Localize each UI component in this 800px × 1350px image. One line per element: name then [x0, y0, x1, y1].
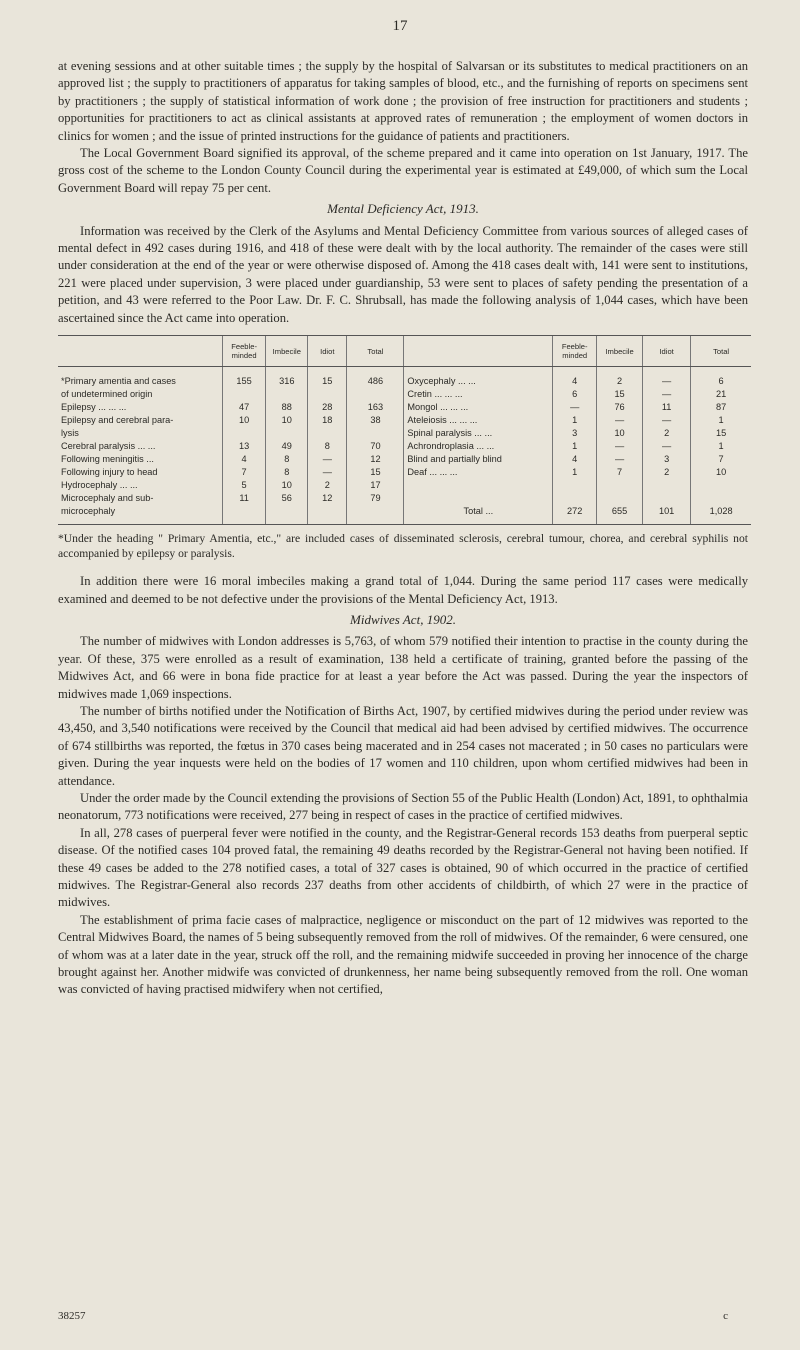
table-cell: 2: [308, 479, 347, 492]
row-label: Ateleiosis ... ... ...: [404, 414, 553, 427]
table-cell: 8: [308, 440, 347, 453]
table-cell: 79: [347, 492, 404, 505]
table-cell: 4: [553, 453, 597, 466]
print-code: 38257: [58, 1310, 86, 1322]
table-cell: [347, 388, 404, 401]
table-cell: 10: [597, 427, 643, 440]
table-cell: 6: [553, 388, 597, 401]
column-header: Feeble-minded: [553, 336, 597, 367]
section-heading-midwives: Midwives Act, 1902.: [350, 611, 456, 627]
table-cell: 4: [553, 367, 597, 389]
row-label: Achrondroplasia ... ...: [404, 440, 553, 453]
paragraph: The Local Government Board signified its approval, of the scheme prepared and it came into operation on 1st January, 1917. The gross cost of the scheme to the London County Council during the experimental year is estimated at £49,000, of which sum the Local Government Board will repay 75 per cent.: [58, 146, 748, 195]
table-cell: 7: [222, 466, 266, 479]
page-footer: [58, 1310, 748, 1322]
table-cell: [222, 388, 266, 401]
table-cell: —: [308, 453, 347, 466]
table-cell: 17: [347, 479, 404, 492]
table-cell: 2: [597, 367, 643, 389]
table-cell: 49: [266, 440, 308, 453]
table-cell: 2: [643, 427, 691, 440]
table-cell: 1: [691, 440, 751, 453]
table-cell: [691, 492, 751, 505]
table-cell: [222, 505, 266, 525]
table-cell: [597, 479, 643, 492]
column-header: Idiot: [643, 336, 691, 367]
table-cell: [643, 492, 691, 505]
table-cell: [308, 388, 347, 401]
table-row: [58, 505, 751, 525]
table-cell: [347, 505, 404, 525]
table-cell: 163: [347, 401, 404, 414]
table-cell: 11: [643, 401, 691, 414]
paragraph: In addition there were 16 moral imbeciles making a grand total of 1,044. During the same period 117 cases were medically examined and deemed to be not defective under the provisions of the Mental Deficiency Act, 1913.: [58, 574, 748, 606]
column-header: Idiot: [308, 336, 347, 367]
table-cell: 12: [347, 453, 404, 466]
table-cell: 316: [266, 367, 308, 389]
table-cell: 8: [266, 466, 308, 479]
table-cell: 3: [553, 427, 597, 440]
body-text: [58, 58, 748, 999]
table-cell: 76: [597, 401, 643, 414]
table-cell: 28: [308, 401, 347, 414]
table-cell: —: [553, 401, 597, 414]
row-label: *Primary amentia and cases: [61, 376, 176, 387]
table-cell: —: [597, 453, 643, 466]
row-label: Hydrocephaly ... ...: [61, 480, 138, 491]
section-heading-mental-deficiency: Mental Deficiency Act, 1913.: [327, 201, 479, 217]
table-cell: 70: [347, 440, 404, 453]
table-cell: 12: [308, 492, 347, 505]
table-cell: —: [308, 466, 347, 479]
table-cell: [266, 505, 308, 525]
table-footnote: *Under the heading " Primary Amentia, etc.," are included cases of disseminated sclerosis, cerebral tumour, chorea, and cerebral syphilis not accompanied by epilepsy or paralysis.: [58, 532, 748, 561]
paragraph: The number of births notified under the Notification of Births Act, 1907, by certified midwives during the period under review was 43,450, and 3,540 notifications were received by the Council that medical aid had been advised by certified midwives. The occurrence of 674 stillbirths was reported, the fœtus in 370 cases being macerated and in 254 cases not macerated ; in 50 cases no particulars were given. During the year inquests were held on the bodies of 17 women and 110 children, upon whom certified midwives had been in attendance.: [58, 703, 748, 788]
paragraph: at evening sessions and at other suitable times ; the supply by the hospital of Salvarsan or its substitutes to medical practitioners on an approved list ; the supply to practitioners of apparatus for taking samples of blood, etc., and the furnishing of reports on specimens sent by practitioners ; the supply of statistical information of work done ; the provision of free instruction for practitioners and students ; opportunities for practitioners to act as clinical assistants at approved rates of remuneration ; the employment of women doctors in clinics for women ; and the issue of printed instructions for the guidance of patients and practitioners.: [58, 59, 748, 143]
table-cell: [222, 427, 266, 440]
table-cell: 6: [691, 367, 751, 389]
table-cell: 101: [643, 505, 691, 525]
row-label: Microcephaly and sub-: [61, 493, 154, 504]
table-cell: 10: [691, 466, 751, 479]
table-row: [58, 414, 751, 427]
row-label: Epilepsy and cerebral para-: [61, 415, 174, 426]
table-cell: 1: [553, 440, 597, 453]
table-cell: 5: [222, 479, 266, 492]
paragraph: Under the order made by the Council extending the provisions of Section 55 of the Public Health (London) Act, 1891, to ophthalmia neonatorum, 773 notifications were received, 277 being in respect of cases in the practice of certified midwives.: [58, 790, 748, 823]
table-header-row: [58, 336, 751, 367]
table-cell: [597, 492, 643, 505]
table-cell: 1: [553, 466, 597, 479]
table-cell: 272: [553, 505, 597, 525]
table-cell: 15: [308, 367, 347, 389]
row-label: Following meningitis ...: [61, 454, 154, 465]
table-cell: 655: [597, 505, 643, 525]
table-cell: —: [643, 367, 691, 389]
table-cell: 18: [308, 414, 347, 427]
paragraph: In all, 278 cases of puerperal fever were notified in the county, and the Registrar-General records 153 deaths from puerperal septic disease. Of the notified cases 104 proved fatal, the remaining 49 deaths recorded by the Registrar-General not having been notified. If these 49 cases be added to the 278 notified cases, a total of 327 cases is obtained, 90 of which occurred in the practice of certified midwives. The Registrar-General also records 237 deaths from other accidents of childbirth, of which 27 were in the practice of midwives.: [58, 825, 748, 910]
table-cell: 15: [691, 427, 751, 440]
table-cell: 88: [266, 401, 308, 414]
row-label: [404, 492, 553, 505]
paragraph: The number of midwives with London addresses is 5,763, of whom 579 notified their intention to practise in the county during the year. Of these, 375 were enrolled as a result of examination, 138 held a certificate of training, granted before the passing of the Midwives Act, and 66 were in bona fide practice for at least a year before the Act was passed. During the year the inspectors of midwives made 1,069 inspections.: [58, 634, 748, 701]
table-row: [58, 492, 751, 505]
table-cell: 8: [266, 453, 308, 466]
table-cell: [347, 427, 404, 440]
row-label: Total ...: [404, 505, 553, 525]
table-cell: [308, 505, 347, 525]
table-cell: [266, 388, 308, 401]
table-cell: 15: [347, 466, 404, 479]
table-cell: 2: [643, 466, 691, 479]
table-cell: 21: [691, 388, 751, 401]
table-cell: 10: [266, 479, 308, 492]
table-cell: 4: [222, 453, 266, 466]
mental-deficiency-table: [58, 335, 751, 525]
table-cell: 38: [347, 414, 404, 427]
column-header: Feeble-minded: [222, 336, 266, 367]
table-cell: 1: [553, 414, 597, 427]
table-row: [58, 479, 751, 492]
table-cell: 3: [643, 453, 691, 466]
signature-mark: c: [723, 1310, 728, 1322]
row-label: Mongol ... ... ...: [404, 401, 553, 414]
table-cell: 7: [691, 453, 751, 466]
row-label: of undetermined origin: [61, 389, 153, 400]
row-label: Epilepsy ... ... ...: [61, 402, 127, 413]
row-label: Cerebral paralysis ... ...: [61, 441, 156, 452]
table-row: [58, 388, 751, 401]
row-label: microcephaly: [58, 505, 222, 525]
column-header: Total: [691, 336, 751, 367]
table-cell: 1,028: [691, 505, 751, 525]
row-label: Blind and partially blind: [404, 453, 553, 466]
table-cell: [553, 492, 597, 505]
table-cell: 7: [597, 466, 643, 479]
table-cell: —: [597, 440, 643, 453]
table-row: [58, 466, 751, 479]
page-number: 17: [392, 18, 408, 34]
row-label: Cretin ... ... ...: [404, 388, 553, 401]
table-cell: —: [643, 388, 691, 401]
table-cell: 87: [691, 401, 751, 414]
table-cell: 486: [347, 367, 404, 389]
table-cell: —: [597, 414, 643, 427]
table-row: [58, 453, 751, 466]
table-cell: 155: [222, 367, 266, 389]
table-cell: [691, 479, 751, 492]
row-label: Oxycephaly ... ...: [404, 367, 553, 389]
paragraph: Information was received by the Clerk of the Asylums and Mental Deficiency Committee from various sources of alleged cases of mental defect in 492 cases during 1916, and 418 of these were dealt with by the local authority. The remainder of the cases were still under consideration at the end of the year or were otherwise disposed of. Among the 418 cases dealt with, 141 were sent to institutions, 221 were placed under supervision, 3 were placed under guardianship, 53 were sent to places of safety pending the presentation of a petition, and 43 were referred to the Poor Law. Dr. F. C. Shrubsall, has made the following analysis of 1,044 cases, which have been ascertained since the Act came into operation.: [58, 223, 748, 325]
table-cell: [308, 427, 347, 440]
row-label: Spinal paralysis ... ...: [404, 427, 553, 440]
table-cell: 13: [222, 440, 266, 453]
row-label: Deaf ... ... ...: [404, 466, 553, 479]
table-cell: [553, 479, 597, 492]
table-cell: 10: [222, 414, 266, 427]
row-label: lysis: [61, 428, 79, 439]
table-cell: 1: [691, 414, 751, 427]
table-row: [58, 367, 751, 389]
table-cell: 56: [266, 492, 308, 505]
table-cell: 15: [597, 388, 643, 401]
table-body: [58, 367, 751, 525]
table-cell: [643, 479, 691, 492]
row-label: Following injury to head: [61, 467, 158, 478]
table-row: [58, 440, 751, 453]
column-header: Imbecile: [597, 336, 643, 367]
column-header: Imbecile: [266, 336, 308, 367]
column-header: Total: [347, 336, 404, 367]
table-row: [58, 401, 751, 414]
table-cell: —: [643, 414, 691, 427]
table-cell: 10: [266, 414, 308, 427]
paragraph: The establishment of prima facie cases of malpractice, negligence or misconduct on the part of 12 midwives was reported to the Central Midwives Board, the names of 5 being subsequently removed from the roll of midwives. Of the remainder, 6 were censured, one of whom was at a later date in the year, struck off the roll, and the remaining midwife succeeded in proving her innocence of the charge brought against her. Another midwife was convicted of drunkenness, her name being subsequently removed from the roll. One woman was convicted of having practised midwifery when not certified,: [58, 912, 748, 997]
table-cell: 11: [222, 492, 266, 505]
table-row: [58, 427, 751, 440]
table-cell: —: [643, 440, 691, 453]
row-label: [404, 479, 553, 492]
table-cell: 47: [222, 401, 266, 414]
table-cell: [266, 427, 308, 440]
